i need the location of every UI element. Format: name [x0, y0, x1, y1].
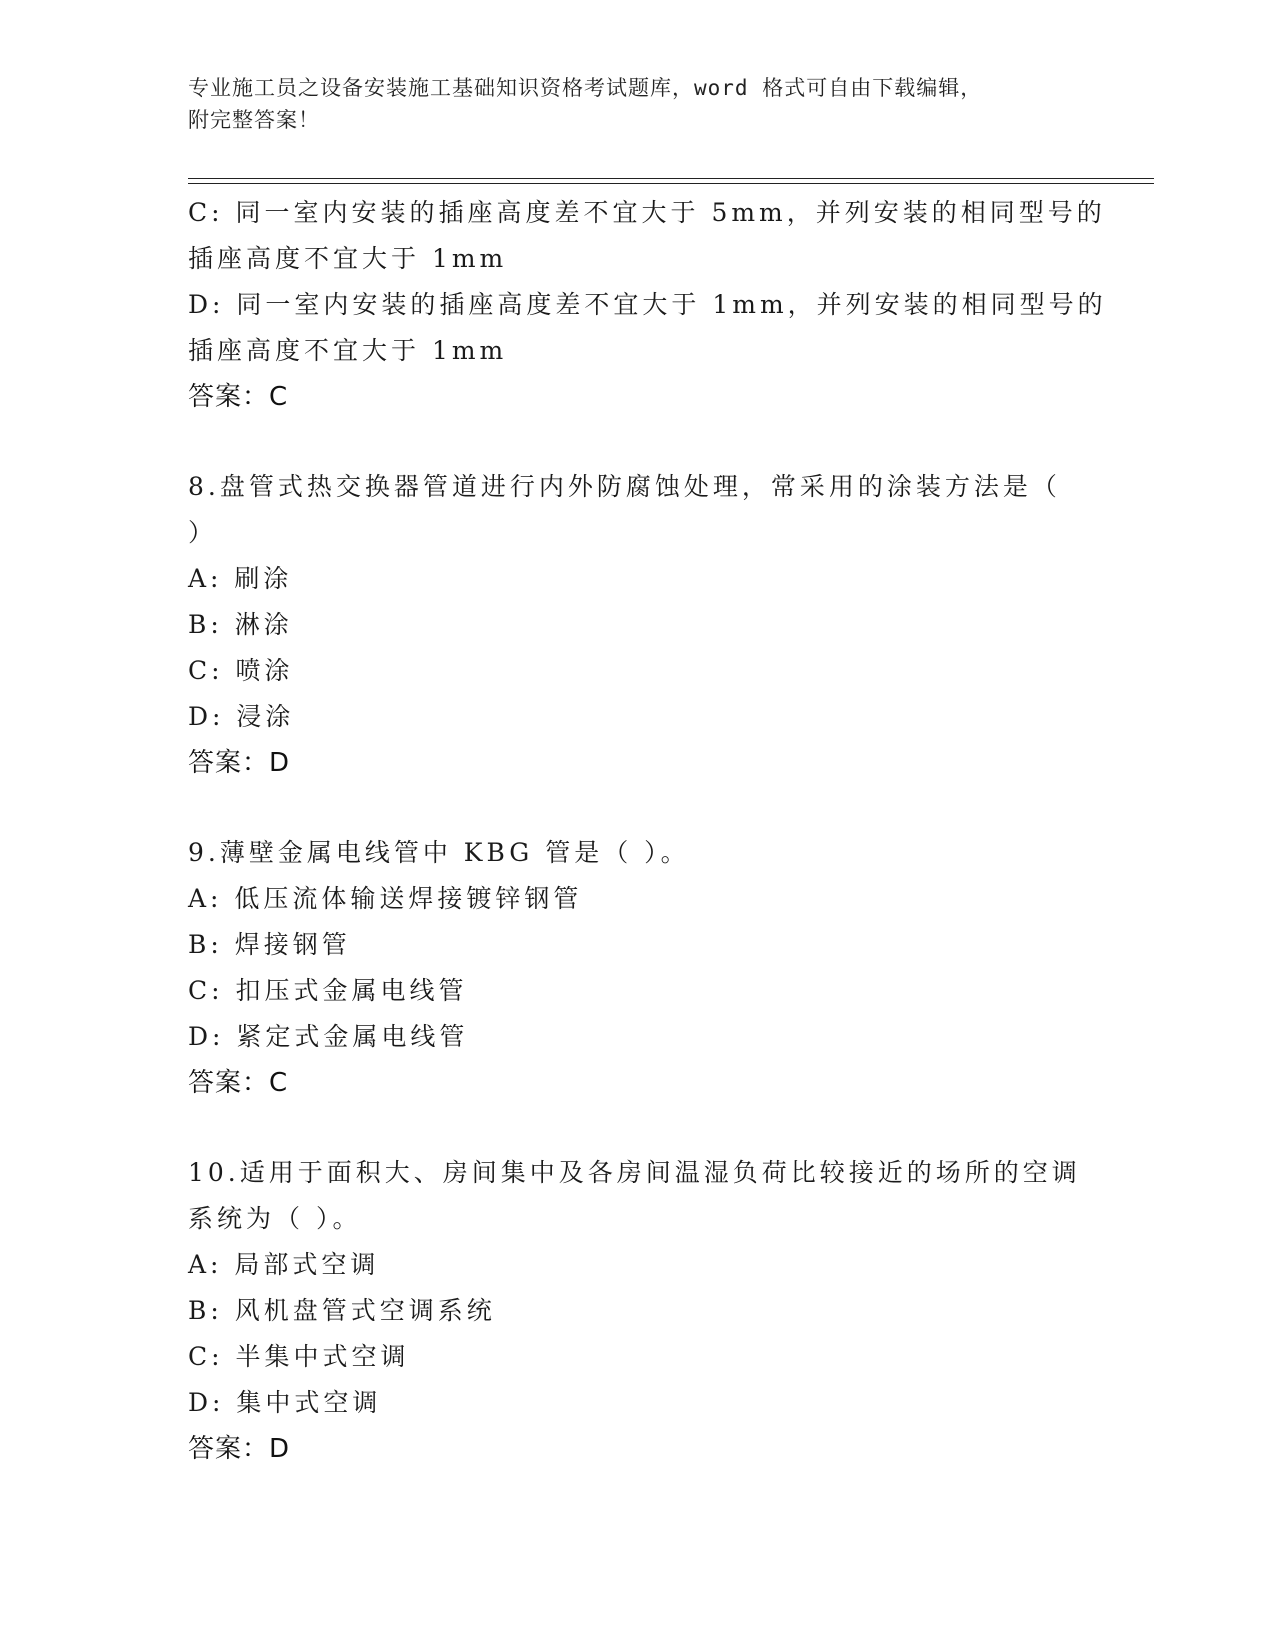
- answer-label: 答案：C: [188, 382, 289, 412]
- option-c: C: 扣压式金属电线管: [188, 976, 468, 1005]
- question-stem-line-2: 系统为（ ）。: [188, 1204, 362, 1233]
- option-b: B: 风机盘管式空调系统: [188, 1296, 496, 1325]
- header-divider-bottom: [188, 183, 1154, 184]
- option-d: D: 浸涂: [188, 702, 295, 731]
- header-divider-top: [188, 178, 1154, 179]
- option-d-line-2: 插座高度不宜大于 1mm: [188, 336, 508, 365]
- question-stem-line-1: 10.适用于面积大、房间集中及各房间温湿负荷比较接近的场所的空调: [188, 1158, 1081, 1187]
- option-a: A: 低压流体输送焊接镀锌钢管: [188, 884, 583, 913]
- option-c-line-1: C: 同一室内安装的插座高度差不宜大于 5mm，并列安装的相同型号的: [188, 198, 1106, 227]
- option-b: B: 淋涂: [188, 610, 293, 639]
- question-stem-line-1: 9.薄壁金属电线管中 KBG 管是（ ）。: [188, 838, 690, 867]
- question-stem-line-1: 8.盘管式热交换器管道进行内外防腐蚀处理，常采用的涂装方法是（: [188, 472, 1061, 501]
- answer-label: 答案：D: [188, 748, 291, 778]
- answer-label: 答案：D: [188, 1434, 291, 1464]
- question-content: [188, 190, 1107, 1472]
- answer-label: 答案：C: [188, 1068, 289, 1098]
- partial-question-7: [188, 190, 1107, 420]
- question-10: [188, 1150, 1081, 1472]
- question-stem-line-2: ）: [188, 518, 218, 547]
- header-line-2: 附完整答案！: [188, 108, 320, 132]
- option-a: A: 局部式空调: [188, 1250, 380, 1279]
- option-c-line-2: 插座高度不宜大于 1mm: [188, 244, 508, 273]
- document-header: [188, 72, 1088, 136]
- option-b: B: 焊接钢管: [188, 930, 351, 959]
- option-c: C: 喷涂: [188, 656, 294, 685]
- option-d: D: 紧定式金属电线管: [188, 1022, 469, 1051]
- question-8: [188, 464, 1068, 786]
- option-d: D: 集中式空调: [188, 1388, 382, 1417]
- question-9: [188, 830, 1068, 1106]
- header-line-1: 专业施工员之设备安装施工基础知识资格考试题库，word 格式可自由下载编辑，: [188, 76, 983, 100]
- option-a: A: 刷涂: [188, 564, 293, 593]
- option-d-line-1: D: 同一室内安装的插座高度差不宜大于 1mm，并列安装的相同型号的: [188, 290, 1107, 319]
- option-c: C: 半集中式空调: [188, 1342, 410, 1371]
